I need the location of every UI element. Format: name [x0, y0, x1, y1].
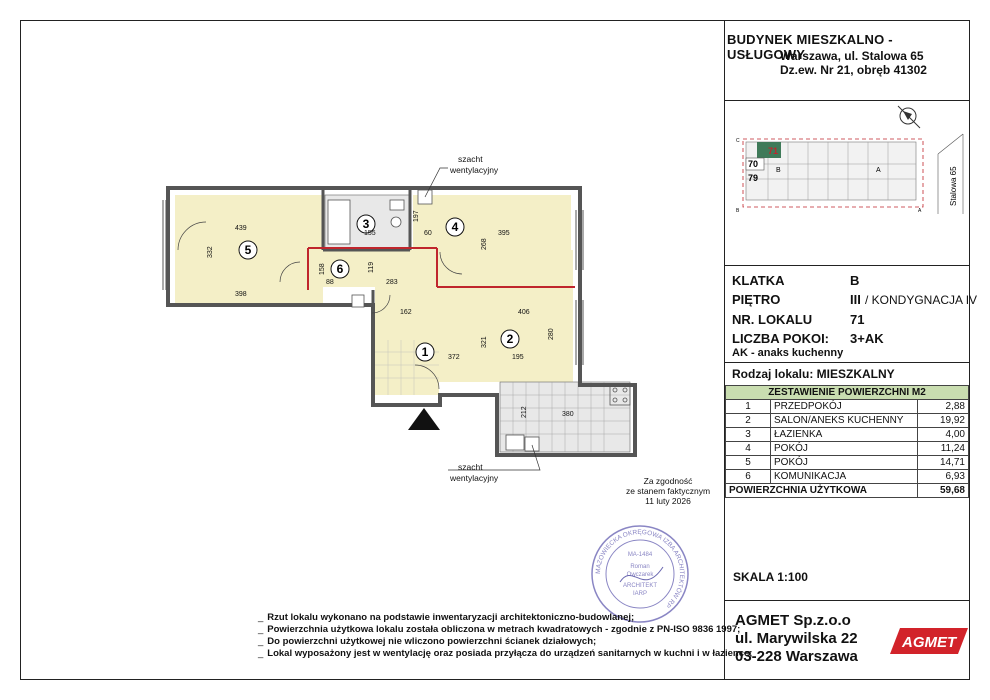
conformity-line-3: 11 luty 2026 [645, 496, 691, 506]
svg-text:380: 380 [562, 411, 574, 418]
unit-type: Rodzaj lokalu: MIESZKALNY [732, 367, 895, 381]
svg-text:372: 372 [448, 354, 460, 361]
pietro-value: III [850, 292, 861, 307]
pokoje-label: LICZBA POKOI: [732, 331, 830, 346]
svg-text:162: 162 [400, 309, 412, 316]
company-name: AGMET Sp.z.o.o [735, 612, 851, 629]
toilet-icon [391, 217, 401, 227]
svg-text:439: 439 [235, 225, 247, 232]
building-address: Warszawa, ul. Stalowa 65 [780, 49, 924, 63]
street-label: Stalowa 65 [949, 166, 958, 206]
ak-note: AK - anaks kuchenny [732, 347, 844, 359]
unit-79-label: 79 [748, 173, 759, 183]
svg-text:155: 155 [364, 230, 376, 237]
entrance-arrow-icon [408, 408, 440, 430]
parcel-number: Dz.ew. Nr 21, obręb 41302 [780, 63, 927, 77]
klatka-value: B [850, 273, 860, 288]
table-row: 4 POKÓJ 11,24 [726, 442, 969, 456]
svg-text:395: 395 [498, 230, 510, 237]
scale-label: SKALA 1:100 [733, 570, 808, 584]
divider-header [724, 100, 970, 101]
note-item: _ Powierzchnia użytkowa lokalu została obliczona w metrach kwadratowych - zgodnie z PN-ISO 9836 1997; [258, 624, 741, 635]
corner-b-label: B [736, 208, 740, 214]
divider-company [724, 600, 970, 601]
area-summary-table [725, 385, 969, 498]
svg-text:ARCHITEKT: ARCHITEKT [622, 583, 658, 589]
room-6-fill [323, 250, 573, 287]
svg-text:283: 283 [386, 279, 398, 286]
svg-text:398: 398 [235, 291, 247, 298]
sink-icon [390, 200, 404, 210]
svg-text:60: 60 [424, 230, 432, 237]
total-row: POWIERZCHNIA UŻYTKOWA 59,68 [726, 484, 969, 498]
corner-a-label: A [918, 208, 922, 214]
divider-info [724, 362, 970, 363]
svg-text:195: 195 [512, 354, 524, 361]
klatka-label: KLATKA [732, 273, 785, 288]
kitchen-sink-icon [506, 435, 524, 450]
shaft-top-label-2: wentylacyjny [450, 165, 499, 175]
table-row: 3 ŁAZIENKA 4,00 [726, 428, 969, 442]
unit-70-label: 70 [748, 159, 759, 169]
shaft-bottom-label-1: szacht [458, 462, 483, 472]
room-1-number: 1 [421, 345, 429, 359]
stair-b-label: B [776, 167, 781, 174]
agmet-logo [890, 628, 968, 654]
company-street: ul. Marywilska 22 [735, 630, 858, 647]
key-plan [728, 104, 968, 259]
shaft-bottom-label-2: wentylacyjny [450, 473, 499, 483]
svg-text:197: 197 [413, 210, 420, 222]
room-3-number: 3 [362, 217, 370, 231]
svg-text:321: 321 [481, 336, 488, 348]
svg-text:88: 88 [326, 279, 334, 286]
svg-text:Roman: Roman [630, 564, 650, 570]
svg-text:AGMET: AGMET [902, 634, 957, 651]
corner-c-label: C [736, 138, 740, 144]
note-item: _ Rzut lokalu wykonano na podstawie inwentaryzacji architektoniczno-budowlanej; [258, 612, 635, 623]
pietro-extra: / KONDYGNACJA IV [865, 293, 978, 307]
divider-keyplan [724, 265, 970, 266]
bathtub-icon [328, 200, 350, 244]
pietro-label: PIĘTRO [732, 292, 781, 307]
svg-text:280: 280 [548, 328, 555, 340]
stair-a-label: A [876, 167, 881, 174]
note-item: _ Lokal wyposażony jest w wentylację oraz posiada przyłącza do urządzeń sanitarnych w kuchni i w łazience; [258, 648, 753, 659]
svg-text:268: 268 [481, 238, 488, 250]
room-4-number: 4 [451, 220, 459, 234]
table-row: 5 POKÓJ 14,71 [726, 456, 969, 470]
room-6-number: 6 [336, 262, 344, 276]
shaft-top-label-1: szacht [458, 154, 483, 164]
table-row: 1 PRZEDPOKÓJ 2,88 [726, 400, 969, 414]
svg-text:119: 119 [368, 261, 375, 273]
lokal-label: NR. LOKALU [732, 312, 813, 327]
svg-text:212: 212 [521, 406, 528, 418]
room-5-number: 5 [244, 243, 252, 257]
notes [258, 612, 752, 660]
note-item: _ Do powierzchni użytkowej nie wliczono powierzchni ścianek działowych; [258, 636, 597, 647]
room-2-number: 2 [506, 332, 514, 346]
summary-title: ZESTAWIENIE POWIERZCHNI M2 [726, 386, 969, 400]
building-title: BUDYNEK MIESZKALNO - USŁUGOWY [727, 32, 893, 62]
pokoje-value: 3+AK [850, 331, 884, 346]
lokal-value: 71 [850, 312, 865, 327]
table-row: 2 SALON/ANEKS KUCHENNY 19,92 [726, 414, 969, 428]
svg-text:406: 406 [518, 309, 530, 316]
vent-shaft-bottom-icon [525, 437, 539, 451]
svg-text:Owczarek: Owczarek [626, 572, 654, 578]
north-arrow-icon [898, 106, 920, 128]
company-block [735, 612, 858, 666]
conformity-line-1: Za zgodność [643, 476, 693, 486]
conformity-line-2: ze stanem faktycznym [625, 486, 711, 496]
riser-icon [352, 295, 364, 307]
unit-71-label: 71 [768, 146, 779, 156]
svg-text:332: 332 [207, 246, 214, 258]
svg-text:IARP: IARP [632, 591, 648, 597]
svg-text:MA-1484: MA-1484 [627, 552, 653, 558]
table-row: 6 KOMUNIKACJA 6,93 [726, 470, 969, 484]
svg-text:MAZOWIECKA OKRĘGOWA IZBA ARCHI: MAZOWIECKA OKRĘGOWA IZBA ARCHITEKTÓW RP [594, 528, 686, 609]
company-city: 03-228 Warszawa [735, 648, 858, 665]
svg-text:158: 158 [319, 263, 326, 275]
